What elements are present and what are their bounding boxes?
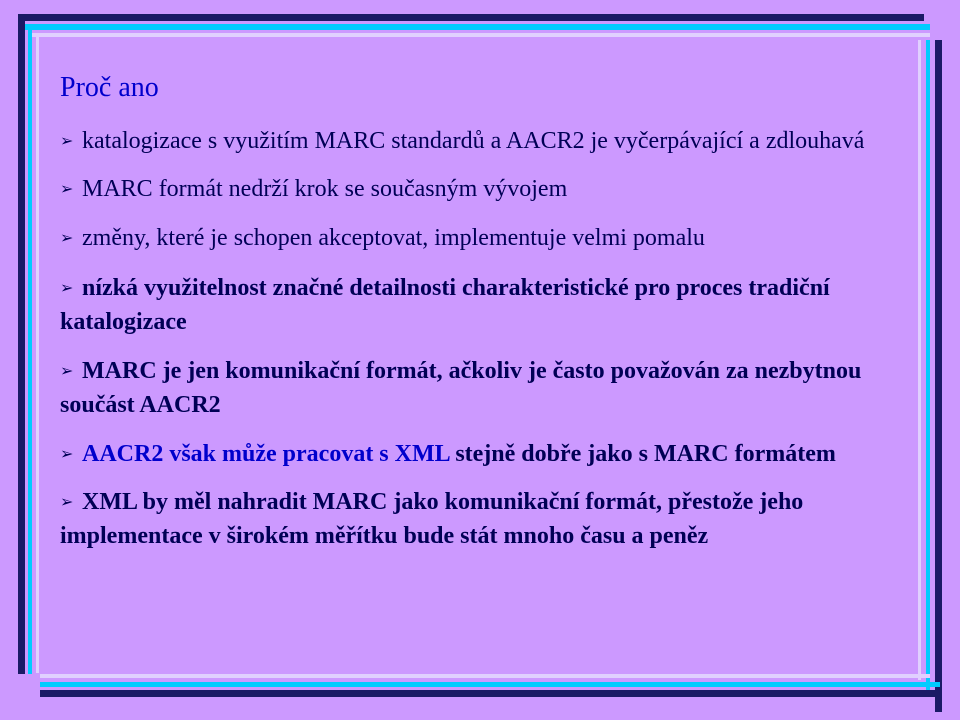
bullet-text: nízká využitelnost značné detailnosti charakteristické pro proces tradiční katalogizace [60, 275, 830, 335]
frame-right-cyan [926, 40, 930, 690]
arrowhead-icon: ➢ [60, 179, 74, 198]
arrowhead-icon: ➢ [60, 131, 74, 150]
bullet-list [60, 124, 920, 553]
bullet-item [60, 271, 920, 339]
bullet-item [60, 437, 920, 471]
frame-left-cyan [28, 24, 32, 674]
bullet-item [60, 124, 920, 158]
arrowhead-icon: ➢ [60, 492, 74, 511]
frame-left-light [36, 33, 39, 673]
frame-top-light [30, 33, 930, 37]
frame-bottom-cyan [40, 682, 940, 687]
bullet-item [60, 172, 920, 206]
bullet-text: změny, které je schopen akceptovat, implementuje velmi pomalu [82, 225, 705, 251]
frame-top-dark [18, 14, 924, 21]
bullet-item [60, 485, 920, 553]
frame-right-dark [935, 40, 942, 712]
arrowhead-icon: ➢ [60, 228, 74, 247]
bullet-item [60, 354, 920, 422]
arrowhead-icon: ➢ [60, 278, 74, 297]
bullet-text: stejně dobře jako s MARC formátem [449, 441, 836, 467]
arrowhead-icon: ➢ [60, 444, 74, 463]
frame-left-dark [18, 14, 25, 674]
frame-top-cyan [24, 24, 930, 30]
frame-bottom-dark [40, 690, 942, 697]
bullet-text: XML by měl nahradit MARC jako komunikační formát, přestože jeho implementace v širokém měřítku bude stát mnoho času a peněz [60, 489, 804, 549]
frame-bottom-light [40, 674, 930, 678]
bullet-item [60, 221, 920, 255]
bullet-text: katalogizace s využitím MARC standardů a AACR2 je vyčerpávající a zdlouhavá [82, 128, 865, 154]
arrowhead-icon: ➢ [60, 361, 74, 380]
bullet-text: MARC je jen komunikační formát, ačkoliv je často považován za nezbytnou součást AACR2 [60, 358, 862, 418]
bullet-text: MARC formát nedrží krok se současným vývojem [82, 176, 568, 202]
bullet-highlight: AACR2 však může pracovat s XML [82, 441, 450, 467]
slide-title: Proč ano [60, 72, 159, 103]
